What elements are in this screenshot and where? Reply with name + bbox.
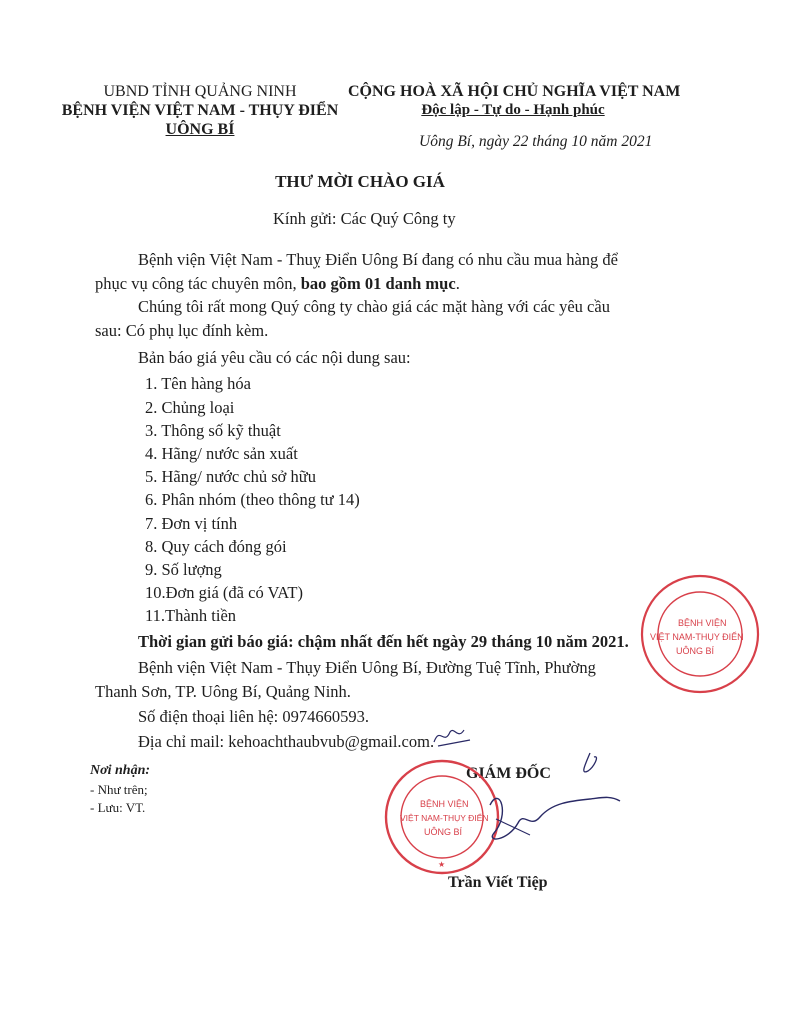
deadline: Thời gian gửi báo giá: chậm nhất đến hết ngày 29 tháng 10 năm 2021. [138, 632, 629, 651]
paragraph-1-text: phục vụ công tác chuyên môn, [95, 274, 301, 293]
list-item: 8. Quy cách đóng gói [145, 537, 287, 556]
contact-email: Địa chỉ mail: kehoachthaubvub@gmail.com. [138, 732, 435, 751]
recipient-item: - Lưu: VT. [90, 800, 146, 815]
list-item: 11.Thành tiền [145, 606, 237, 625]
greeting: Kính gửi: Các Quý Công ty [273, 209, 456, 228]
recipient-item: - Như trên; [90, 782, 148, 797]
list-item: 2. Chủng loại [145, 398, 235, 417]
list-item: 6. Phân nhóm (theo thông tư 14) [145, 490, 360, 509]
svg-text:★: ★ [438, 860, 446, 869]
stamp-text: BỆNH VIỆN [420, 799, 469, 809]
stamp-text: VIỆT NAM-THỤY ĐIỂN [400, 813, 489, 823]
list-item: 1. Tên hàng hóa [145, 374, 252, 393]
recipients-title: Nơi nhận: [90, 763, 151, 778]
partial-stamp [628, 570, 744, 700]
paragraph-3: Bản báo giá yêu cầu có các nội dung sau: [138, 348, 411, 367]
paragraph-1-end: . [455, 274, 460, 293]
list-item: 5. Hãng/ nước chủ sở hữu [145, 467, 316, 486]
signer-name: Trần Viết Tiệp [448, 874, 548, 891]
national-motto: Độc lập - Tự do - Hạnh phúc [421, 102, 605, 118]
list-item: 9. Số lượng [145, 560, 222, 579]
paragraph-2-line-2: sau: Có phụ lục đính kèm. [95, 321, 269, 340]
list-item: 10.Đơn giá (đã có VAT) [145, 583, 303, 602]
list-item: 7. Đơn vị tính [145, 514, 238, 533]
paragraph-1-bold: bao gồm 01 danh mục [300, 274, 456, 293]
header-right [348, 82, 681, 120]
issuer-name-cont: UÔNG BÍ [165, 121, 235, 138]
document-date: Uông Bí, ngày 22 tháng 10 năm 2021 [419, 133, 653, 150]
signature-role: GIÁM ĐỐC [466, 765, 551, 782]
header-left [55, 82, 345, 139]
recipients-block [90, 763, 150, 816]
stamp-text: VIỆT NAM-THỤY ĐIỂN [650, 632, 744, 642]
stamp-text: UÔNG BÍ [676, 646, 715, 656]
national-title: CỘNG HOÀ XÃ HỘI CHỦ NGHĨA VIỆT NAM [348, 83, 681, 100]
stamp-text: UÔNG BÍ [424, 827, 463, 837]
stamp-text: BỆNH VIỆN [678, 618, 727, 628]
list-item: 3. Thông số kỹ thuật [145, 421, 281, 440]
list-item: 4. Hãng/ nước sản xuất [145, 444, 298, 463]
paragraph-1-line-1: Bệnh viện Việt Nam - Thuỵ Điển Uông Bí đang có nhu cầu mua hàng để [138, 250, 619, 269]
director-signature [460, 745, 640, 865]
issuer-parent: UBND TỈNH QUẢNG NINH [103, 83, 297, 100]
issuer-name: BỆNH VIỆN VIỆT NAM - THỤY ĐIỂN [61, 102, 339, 119]
paragraph-2-line-1: Chúng tôi rất mong Quý công ty chào giá các mặt hàng với các yêu cầu [138, 297, 610, 316]
contact-phone: Số điện thoại liên hệ: 0974660593. [138, 707, 369, 726]
address-line-1: Bệnh viện Việt Nam - Thụy Điển Uông Bí, Đường Tuệ Tĩnh, Phường [138, 658, 596, 677]
address-line-2: Thanh Sơn, TP. Uông Bí, Quảng Ninh. [95, 682, 351, 701]
paragraph-1-line-2 [95, 272, 460, 296]
document-title: THƯ MỜI CHÀO GIÁ [275, 172, 445, 191]
